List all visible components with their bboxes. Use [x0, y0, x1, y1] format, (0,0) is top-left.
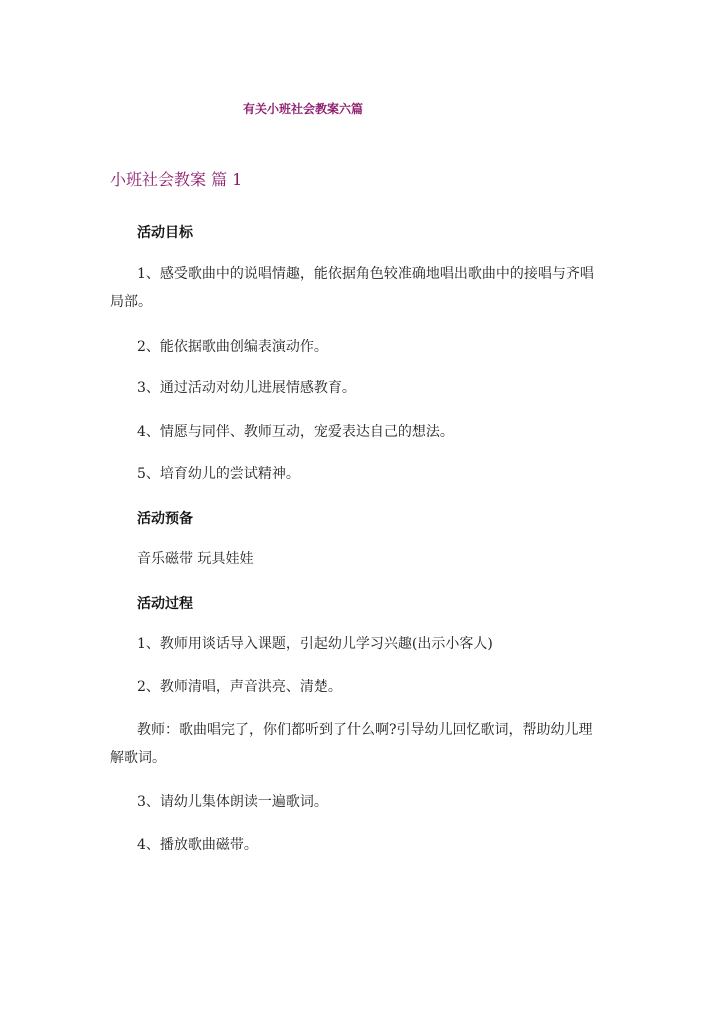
- goal-item-3: 3、通过活动对幼儿进展情感教育。: [137, 380, 356, 396]
- section-title: 小班社会教案 篇 1: [110, 170, 243, 189]
- process-step-2: 2、教师清唱，声音洪亮、清楚。: [137, 679, 342, 695]
- process-step-1: 1、教师用谈话导入课题，引起幼儿学习兴趣(出示小客人): [137, 636, 493, 652]
- heading-activity-goals: 活动目标: [137, 225, 193, 241]
- document-title: 有关小班社会教案六篇: [243, 102, 364, 116]
- teacher-line-2: 解歌词。: [110, 750, 166, 766]
- goal-item-2: 2、能依据歌曲创编表演动作。: [137, 339, 328, 355]
- teacher-line-1: 教师：歌曲唱完了，你们都听到了什么啊?引导幼儿回忆歌词，帮助幼儿理: [137, 722, 593, 738]
- process-step-4: 4、播放歌曲磁带。: [137, 837, 258, 853]
- preparation-text: 音乐磁带 玩具娃娃: [137, 551, 254, 567]
- heading-activity-preparation: 活动预备: [137, 511, 193, 527]
- goal-item-4: 4、情愿与同伴、教师互动，宠爱表达自己的想法。: [137, 424, 454, 440]
- goal-item-1-line-2: 局部。: [110, 294, 152, 310]
- goal-item-5: 5、培育幼儿的尝试精神。: [137, 466, 300, 482]
- goal-item-1-line-1: 1、感受歌曲中的说唱情趣，能依据角色较准确地唱出歌曲中的接唱与齐唱: [137, 266, 594, 282]
- process-step-3: 3、请幼儿集体朗读一遍歌词。: [137, 794, 328, 810]
- heading-activity-process: 活动过程: [137, 596, 193, 612]
